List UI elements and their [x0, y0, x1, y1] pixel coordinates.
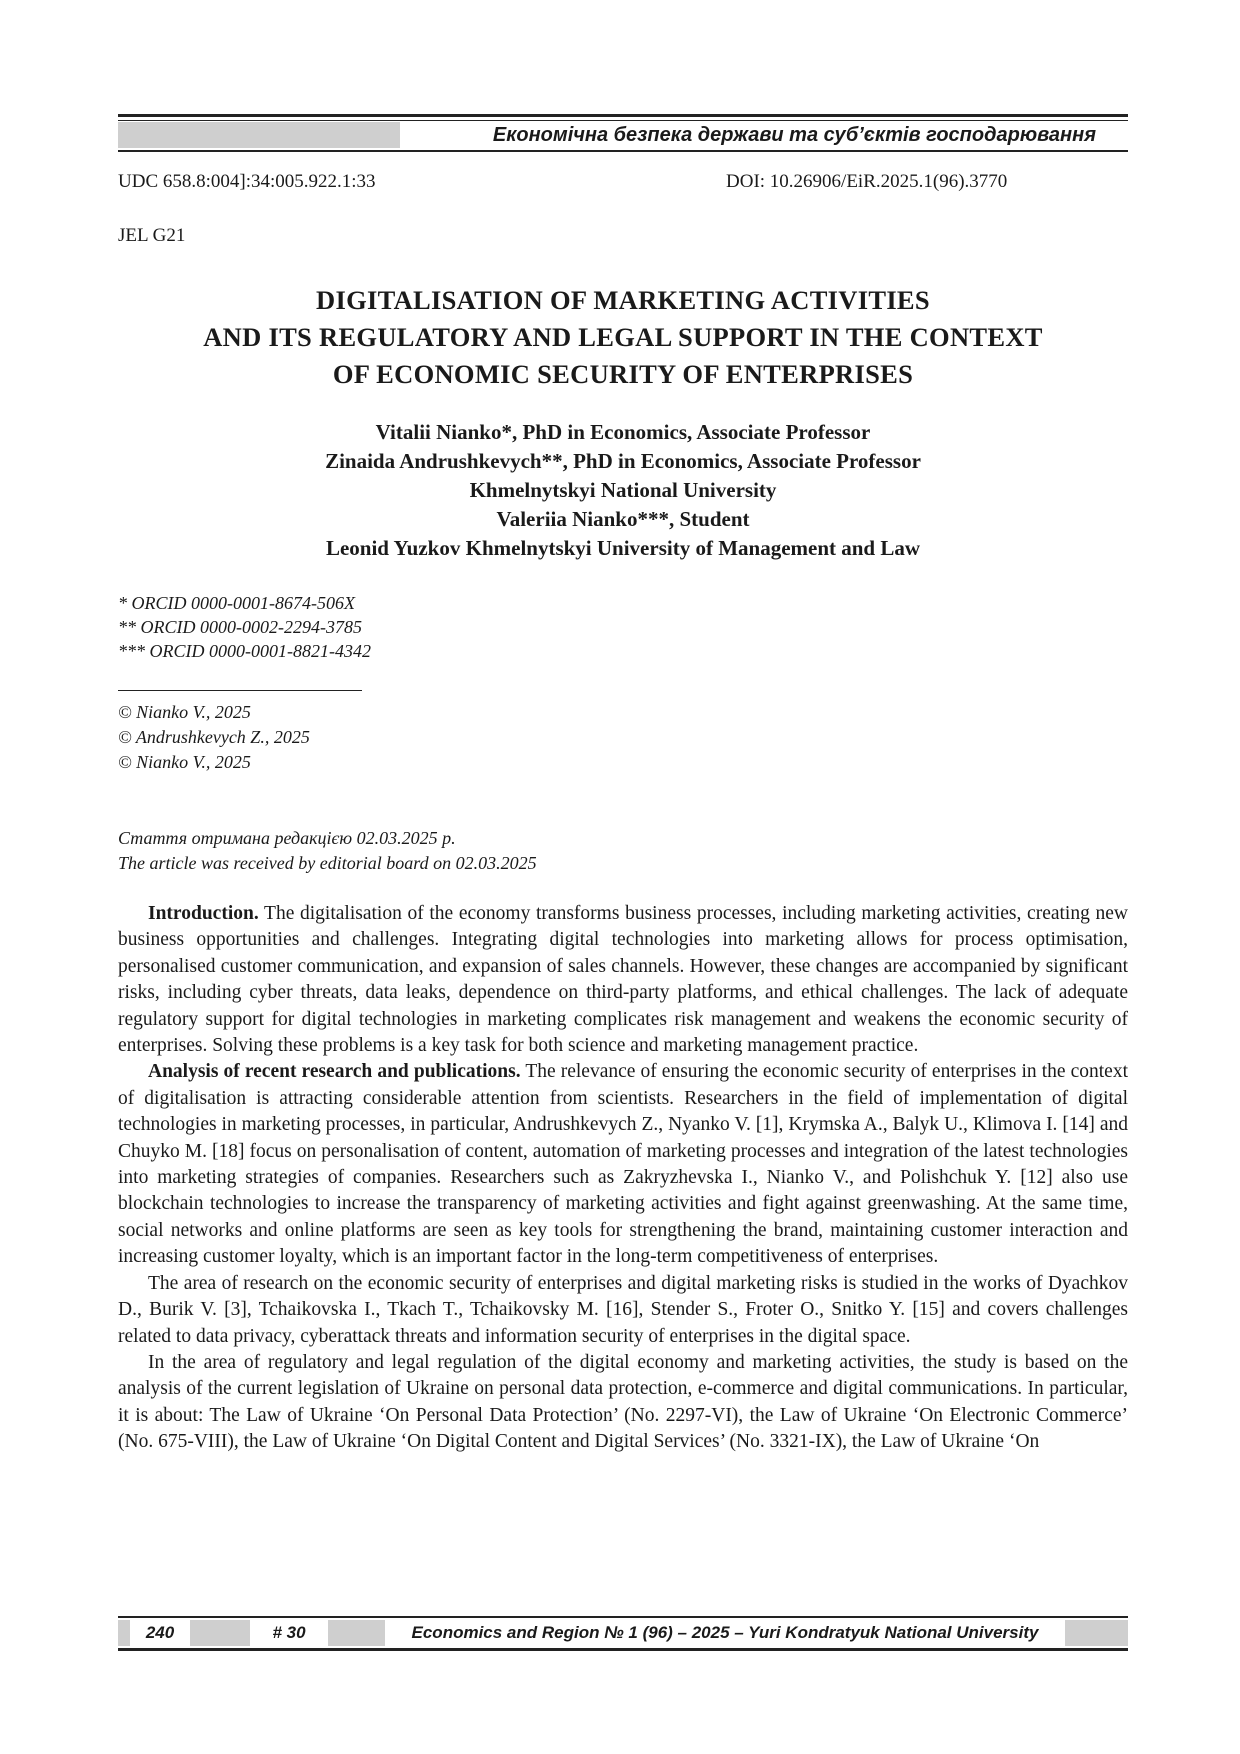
copyright-item: © Andrushkevych Z., 2025 — [118, 727, 310, 747]
received-uk: Стаття отримана редакцією 02.03.2025 р. — [118, 828, 456, 848]
received-note — [118, 826, 537, 876]
orcid-list — [118, 591, 371, 663]
copyright-item: © Nianko V., 2025 — [118, 752, 251, 772]
received-en: The article was received by editorial board on 02.03.2025 — [118, 853, 537, 873]
header-gray-block — [118, 122, 400, 148]
article-body — [118, 901, 1128, 1456]
udc-code: UDC 658.8:004]:34:005.922.1:33 — [118, 171, 376, 192]
header-rule-thin — [118, 120, 1128, 121]
paragraph-introduction — [118, 901, 1128, 1059]
article-title-line: AND ITS REGULATORY AND LEGAL SUPPORT IN THE CONTEXT — [203, 322, 1043, 352]
footer-rule-top — [118, 1616, 1128, 1618]
copyright-item: © Nianko V., 2025 — [118, 702, 251, 722]
orcid-item[interactable]: *** ORCID 0000-0001-8821-4342 — [118, 641, 371, 661]
paragraph-research-area: The area of research on the economic security of enterprises and digital marketing risks is studied in the works of Dyachkov D., Burik V. [3], Tchaikovska I., Tkach T., Tchaikovsky M. [16], Stender S., Froter O., Snitko Y. [15] and covers challenges related to data privacy, cyberattack threats and information security of enterprises in the digital space. — [118, 1272, 1128, 1347]
affiliation-line: Leonid Yuzkov Khmelnytskyi University of Management and Law — [325, 536, 921, 560]
author-line: Valeriia Nianko***, Student — [496, 507, 750, 531]
journal-section-title: Економічна безпека держави та суб’єктів господарювання — [492, 124, 1096, 146]
author-block — [118, 418, 1128, 563]
doi[interactable]: DOI: 10.26906/EiR.2025.1(96).3770 — [726, 171, 1008, 192]
paragraph-text: The relevance of ensuring the economic security of enterprises in the context of digitalisation is attracting considerable attention from scientists. Researchers in the field of implementation of digital technologies in marketing processes, in particular, Andrushkevych Z., Nyanko V. [1], Krymska A., Balyk U., Klimova I. [14] and Chuyko M. [18] focus on personalisation of content, automation of marketing processes and integration of the latest technologies into marketing strategies of companies. Researchers such as Zakryzhevska I., Nianko V., and Polishchuk Y. [12] also use blockchain technologies to increase the transparency of marketing activities and fight against greenwashing. At the same time, social networks and online platforms are seen as key tools for strengthening the brand, maintaining customer interaction and increasing customer loyalty, which is an important factor in the long-term competitiveness of enterprises. — [118, 1061, 1128, 1268]
paragraph-text: The digitalisation of the economy transforms business processes, including marketing activities, creating new business opportunities and challenges. Integrating digital technologies into marketing allows for process optimisation, personalised customer communication, and expansion of sales channels. However, these changes are accompanied by significant risks, including cyber threats, data leaks, dependence on third-party platforms, and ethical challenges. The lack of adequate regulatory support for digital technologies in marketing complicates risk management and weakens the economic security of enterprises. Solving these problems is a key task for both science and marketing management practice. — [118, 903, 1128, 1057]
copyright-list — [118, 700, 310, 775]
paragraph-regulation: In the area of regulatory and legal regulation of the digital economy and marketing activities, the study is based on the analysis of the current legislation of Ukraine on personal data protection, e-commerce and digital communications. In particular, it is about: The Law of Ukraine ‘On Personal Data Protection’ (No. 2297-VI), the Law of Ukraine ‘On Electronic Commerce’ (No. 675-VIII), the Law of Ukraine ‘On Digital Content and Digital Services’ (No. 3321-IX), the Law of Ukraine ‘On — [118, 1351, 1128, 1453]
journal-footer-title: Economics and Region № 1 (96) – 2025 – Yuri Kondratyuk National University — [385, 1620, 1065, 1646]
orcid-item[interactable]: ** ORCID 0000-0002-2294-3785 — [118, 617, 362, 637]
footer-rule-bottom — [118, 1648, 1128, 1651]
jel-code: JEL G21 — [118, 225, 186, 246]
section-heading: Analysis of recent research and publications. — [148, 1061, 521, 1083]
issue-number: # 30 — [250, 1620, 328, 1646]
paragraph-analysis — [118, 1059, 1128, 1270]
orcid-item[interactable]: * ORCID 0000-0001-8674-506X — [118, 593, 355, 613]
header-rule-bottom — [118, 150, 1128, 152]
footnote-divider — [118, 690, 362, 691]
author-line: Vitalii Nianko*, PhD in Economics, Associate Professor — [375, 420, 871, 444]
page-number: 240 — [130, 1620, 190, 1646]
affiliation-line: Khmelnytskyi National University — [469, 478, 777, 502]
article-title — [118, 282, 1128, 393]
article-title-line: DIGITALISATION OF MARKETING ACTIVITIES — [316, 285, 930, 315]
article-title-line: OF ECONOMIC SECURITY OF ENTERPRISES — [332, 359, 914, 389]
author-line: Zinaida Andrushkevych**, PhD in Economics, Associate Professor — [325, 449, 921, 473]
section-heading: Introduction. — [148, 903, 259, 924]
header-rule-top — [118, 114, 1128, 117]
